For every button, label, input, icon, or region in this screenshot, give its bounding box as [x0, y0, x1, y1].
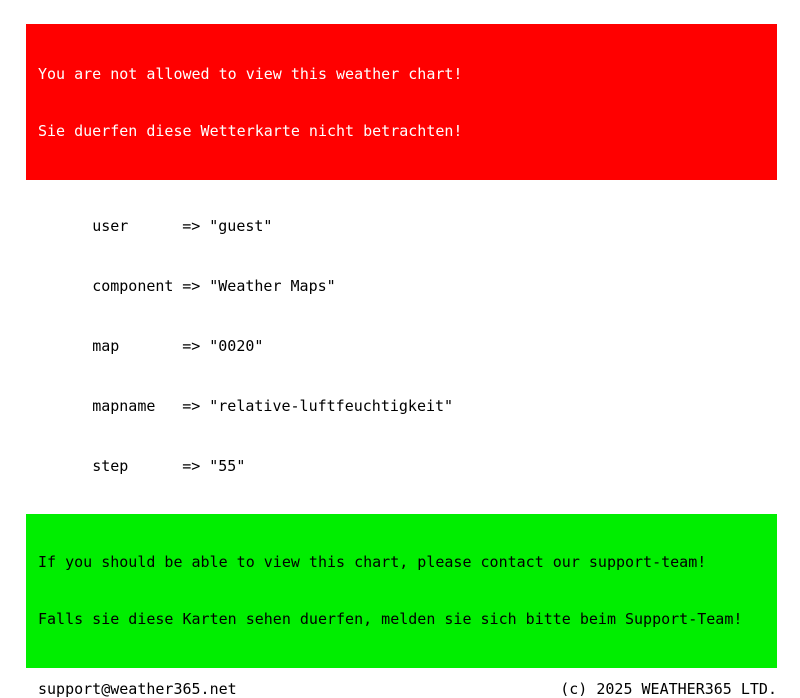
detail-value: "Weather Maps" [209, 277, 336, 295]
copyright-notice: (c) 2025 WEATHER365 LTD. [560, 680, 777, 698]
denied-banner [26, 24, 777, 180]
detail-value: "relative-luftfeuchtigkeit" [209, 397, 454, 415]
detail-value: "55" [209, 457, 246, 475]
detail-key: user [92, 217, 129, 235]
detail-arrow: => [182, 337, 201, 355]
detail-key: step [92, 457, 129, 475]
detail-arrow: => [182, 457, 201, 475]
detail-key: map [92, 337, 120, 355]
denied-message-german: Sie duerfen diese Wetterkarte nicht betrachten! [38, 122, 463, 140]
request-details [26, 196, 777, 496]
request-detail-user [38, 196, 777, 256]
denied-message-english: You are not allowed to view this weather chart! [38, 65, 463, 83]
detail-arrow: => [182, 397, 201, 415]
request-detail-mapname [38, 376, 777, 436]
request-detail-step [38, 436, 777, 496]
detail-value: "guest" [209, 217, 273, 235]
detail-arrow: => [182, 277, 201, 295]
request-detail-map [38, 316, 777, 376]
detail-value: "0020" [209, 337, 264, 355]
detail-key: mapname [92, 397, 156, 415]
detail-arrow: => [182, 217, 201, 235]
footer [26, 680, 777, 698]
support-email: support@weather365.net [38, 680, 237, 698]
detail-key: component [92, 277, 174, 295]
support-message-german: Falls sie diese Karten sehen duerfen, melden sie sich bitte beim Support-Team! [38, 610, 743, 628]
support-banner [26, 514, 777, 668]
request-detail-component [38, 256, 777, 316]
support-message-english: If you should be able to view this chart, please contact our support-team! [38, 553, 707, 571]
